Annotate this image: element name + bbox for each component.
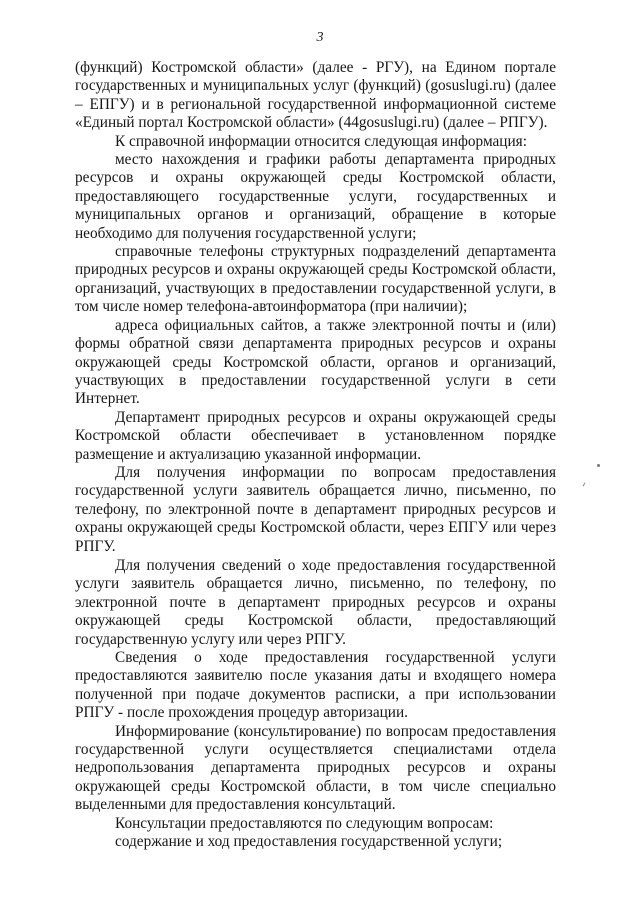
- scan-artifact-dot: [597, 464, 600, 467]
- paragraph-progress-request: Для получения сведений о ходе предоставления государственной услуги заявитель обращается лично, письменно, по телефону, по электронной почте в департамент природных ресурсов и охраны окружающей среды Костромской области, предоставляющий государственную услугу или через РПГУ.: [75, 556, 556, 648]
- paragraph-department-duties: Департамент природных ресурсов и охраны окружающей среды Костромской области обеспечивает в установленном порядке размещение и актуализацию указанной информации.: [75, 408, 556, 463]
- paragraph-phones: справочные телефоны структурных подразделений департамента природных ресурсов и охраны окружающей среды Костромской области, организаций, участвующих в предоставлении государственной услуги, в том числе номер телефона-автоинформатора (при наличии);: [75, 243, 556, 316]
- paragraph-reference-info-intro: К справочной информации относится следующая информация:: [115, 132, 527, 150]
- scan-artifact-mark: [583, 483, 586, 487]
- paragraph-consulting: Информирование (консультирование) по вопросам предоставления государственной услуги осуществляется специалистами отдела недропользования департамента природных ресурсов и охраны окружающей среды Костромской области, в том числе специально выделенными для предоставления консультаций.: [75, 722, 556, 814]
- paragraph-consult-topic-1: содержание и ход предоставления государственной услуги;: [115, 833, 503, 851]
- paragraph-progress-info: Сведения о ходе предоставления государственной услуги предоставляются заявителю после указания даты и входящего номера полученной при подаче документов расписки, а при использовании РПГУ - после прохождения процедур авторизации.: [75, 649, 556, 722]
- document-body: [75, 59, 556, 851]
- paragraph-consult-topics-intro: Консультации предоставляются по следующим вопросам:: [115, 814, 494, 832]
- page-number: 3: [316, 30, 324, 45]
- paragraph-continuation: (функций) Костромской области» (далее - РГУ), на Едином портале государственных и муниципальных услуг (функций) (gosuslugi.ru) (далее – ЕПГУ) и в региональной государственной информационной системе «Единый портал Костромской области» (44gosuslugi.ru) (далее – РПГУ).: [75, 59, 556, 132]
- paragraph-info-request: Для получения информации по вопросам предоставления государственной услуги заявитель обращается лично, письменно, по телефону, по электронной почте в департамент природных ресурсов и охраны окружающей среды Костромской области, через ЕПГУ или через РПГУ.: [75, 463, 556, 555]
- paragraph-location-schedule: место нахождения и графики работы департамента природных ресурсов и охраны окружающей среды Костромской области, предоставляющего государственные услуги, государственных и муниципальных органов и организаций, обращение в которые необходимо для получения государственной услуги;: [75, 151, 556, 242]
- paragraph-websites: адреса официальных сайтов, а также электронной почты и (или) формы обратной связи департамента природных ресурсов и охраны окружающей среды Костромской области, органов и организаций, участвующих в предоставлении государственной услуги в сети Интернет.: [75, 316, 556, 408]
